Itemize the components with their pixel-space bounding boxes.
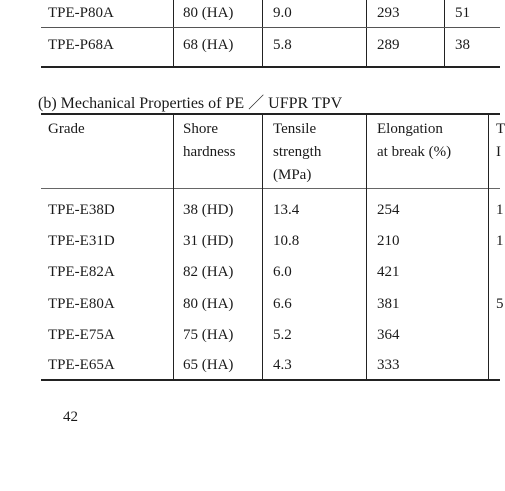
col5-cell: 1 [496,202,504,218]
col5-cell: 5 [496,296,504,312]
table-bottom-rule [41,379,500,381]
hardness-cell: 80 (HA) [183,5,234,21]
hardness-cell: 68 (HA) [183,37,234,53]
header-elongation: Elongation at break (%) [377,121,452,160]
grade-cell: TPE-P80A [48,5,114,21]
grade-cell: TPE-E65A [48,357,115,373]
table-header-rule [41,188,500,189]
hardness-cell: 80 (HA) [183,296,234,312]
page-number: 42 [63,409,78,425]
elongation-cell: 381 [377,296,400,312]
elongation-cell: 293 [377,5,400,21]
column-divider [262,114,263,380]
grade-cell: TPE-E31D [48,233,115,249]
column-divider [173,114,174,380]
elongation-cell: 333 [377,357,400,373]
elongation-cell: 210 [377,233,400,249]
hardness-cell: 38 (HD) [183,202,234,218]
tensile-cell: 10.8 [273,233,300,249]
col5-cell: 51 [455,5,470,21]
hardness-cell: 82 (HA) [183,264,234,280]
elongation-cell: 421 [377,264,400,280]
elongation-cell: 289 [377,37,400,53]
table-caption: (b) Mechanical Properties of PE ／ UFPR TPV [38,95,343,112]
grade-cell: TPE-E75A [48,327,115,343]
tensile-cell: 5.8 [273,37,292,53]
top-table-divider [173,0,174,67]
grade-cell: TPE-E38D [48,202,115,218]
grade-cell: TPE-P68A [48,37,114,53]
elongation-cell: 254 [377,202,400,218]
table-top-rule [41,113,500,115]
column-divider [366,114,367,380]
tensile-cell: 5.2 [273,327,292,343]
hardness-cell: 75 (HA) [183,327,234,343]
col5-cell: 1 [496,233,504,249]
tensile-cell: 6.0 [273,264,292,280]
top-table-row-rule [41,27,500,28]
top-table-divider [366,0,367,67]
top-table-divider [444,0,445,67]
grade-cell: TPE-E82A [48,264,115,280]
column-divider [488,114,489,380]
header-col5-partial: T I [496,121,505,160]
top-table-bottom-rule [41,66,500,68]
hardness-cell: 65 (HA) [183,357,234,373]
tensile-cell: 4.3 [273,357,292,373]
tensile-cell: 9.0 [273,5,292,21]
tensile-cell: 6.6 [273,296,292,312]
header-shore-hardness: Shore hardness [183,121,236,160]
header-tensile-strength: Tensile strength (MPa) [273,121,322,183]
elongation-cell: 364 [377,327,400,343]
grade-cell: TPE-E80A [48,296,115,312]
top-table-divider [262,0,263,67]
hardness-cell: 31 (HD) [183,233,234,249]
col5-cell: 38 [455,37,470,53]
header-grade: Grade [48,121,85,137]
tensile-cell: 13.4 [273,202,300,218]
